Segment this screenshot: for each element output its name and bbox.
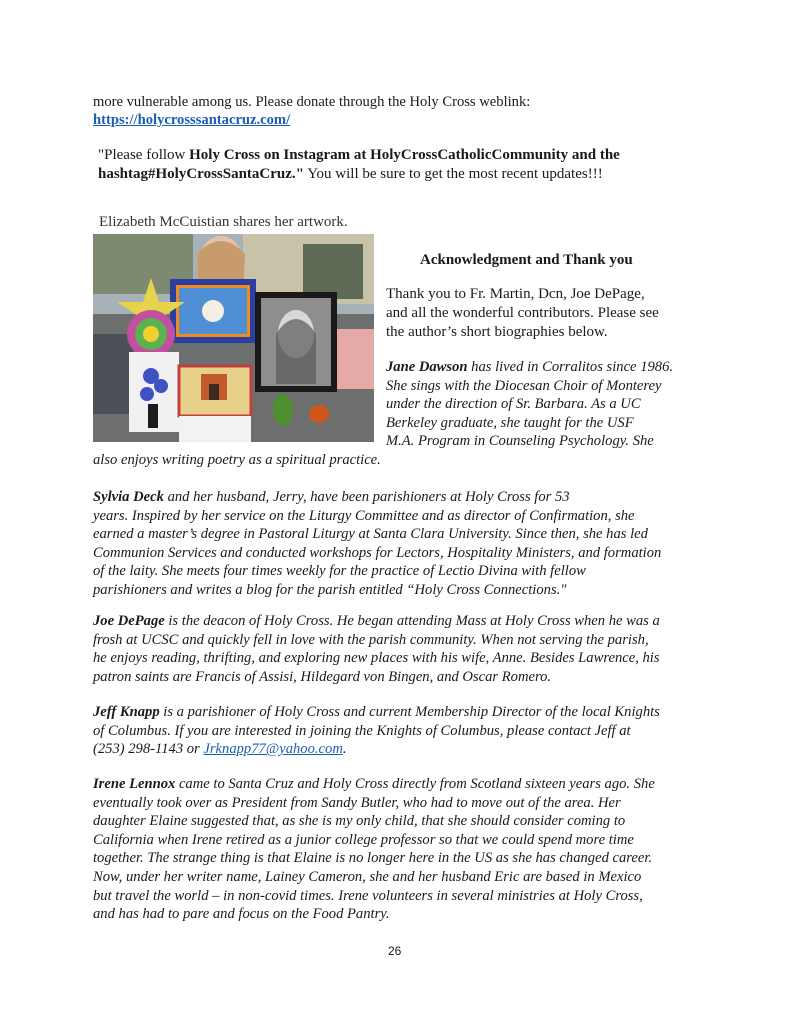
bio-name: Jeff Knapp [93, 704, 160, 720]
bio-text: has lived in Corralitos since 1986. [467, 359, 674, 375]
bio-jeff-knapp [93, 703, 660, 759]
donate-link[interactable]: https://holycrosssantacruz.com/ [93, 112, 291, 128]
bio-text: M.A. Program in Counseling Psychology. She [386, 433, 654, 450]
bio-text: frosh at UCSC and quickly fell in love with the parish community. When not serving the parish, [93, 631, 649, 648]
ack-text [386, 285, 659, 342]
bio-text: Communion Services and conducted workshops for Lectors, Hospitality Ministers, and formation [93, 544, 662, 561]
bio-text: and her husband, Jerry, have been parishioners at Holy Cross for 53 [163, 489, 570, 505]
bio-text: patron saints are Francis of Assisi, Hildegard von Bingen, and Oscar Romero. [93, 668, 552, 685]
email-link[interactable]: Jrknapp77@yahoo.com [203, 741, 343, 758]
photo-caption: Elizabeth McCuistian shares her artwork. [99, 214, 348, 230]
instagram-bold-1: Holy Cross on Instagram at HolyCrossCatholicCommunity and the [189, 147, 620, 163]
ack-line: the author’s short biographies below. [386, 324, 608, 340]
bio-text: of the laity. She meets four times weekly for the practice of Lectio Divina with fellow [93, 563, 586, 580]
bio-text: (253) 298-1143 or [93, 741, 204, 758]
bio-joe-depage [93, 612, 660, 686]
artwork-photo [93, 234, 374, 442]
bio-jane-dawson [386, 358, 673, 451]
intro-text: more vulnerable among us. Please donate through the Holy Cross weblink: [93, 94, 531, 110]
bio-text: under the direction of Sr. Barbara. As a UC [386, 396, 641, 413]
ack-line: Thank you to Fr. Martin, Dcn, Joe DePage, [386, 286, 645, 302]
bio-text: he enjoys reading, thrifting, and exploring new places with his wife, Anne. Besides Lawrence, his [93, 650, 660, 667]
bio-irene-lennox [93, 775, 655, 924]
bio-text: Now, under her writer name, Lainey Cameron, she and her husband Eric are based in Mexico [93, 868, 642, 885]
bio-text: She sings with the Diocesan Choir of Monterey [386, 377, 662, 394]
instagram-tail: You will be sure to get the most recent updates!!! [304, 166, 603, 182]
ack-title: Acknowledgment and Thank you [420, 252, 633, 268]
bio-text: Berkeley graduate, she taught for the USF [386, 414, 634, 431]
bio-name: Sylvia Deck [93, 489, 164, 505]
instagram-paragraph [98, 146, 738, 184]
bio-text: daughter Elaine suggested that, as she is my only child, that she should consider coming to [93, 813, 626, 830]
bio-text: years. Inspired by her service on the Liturgy Committee and as director of Confirmation, she [93, 507, 635, 524]
bio-text: but travel the world – in non-covid times. Irene volunteers in several ministries at Holy Cross, [93, 887, 643, 904]
bio-sylvia-deck [93, 488, 661, 600]
bio-text: California when Irene retired as a junior college professor so that we could spend more time [93, 831, 634, 848]
bio-name: Joe DePage [93, 613, 165, 629]
bio-text: and has had to pare and focus on the Food Pantry. [93, 906, 390, 923]
bio-text: is the deacon of Holy Cross. He began attending Mass at Holy Cross when he was a [164, 613, 660, 629]
quote-open: "Please follow [98, 147, 190, 163]
page-number: 26 [388, 944, 402, 958]
bio-jane-dawson-end: also enjoys writing poetry as a spiritual practice. [93, 452, 381, 468]
bio-text: . [342, 741, 347, 758]
bio-text: eventually took over as President from Sandy Butler, who had to move out of the area. Her [93, 794, 621, 811]
instagram-bold-2: hashtag#HolyCrossSantaCruz." [98, 166, 304, 182]
bio-text: is a parishioner of Holy Cross and current Membership Director of the local Knights [159, 704, 660, 720]
ack-line: and all the wonderful contributors. Please see [386, 305, 659, 321]
bio-text: parishioners and writes a blog for the parish entitled “Holy Cross Connections." [93, 581, 567, 598]
artwork-photo-image [93, 234, 374, 442]
bio-text: of Columbus. If you are interested in joining the Knights of Columbus, please contact Jeff at [93, 722, 631, 739]
bio-text: came to Santa Cruz and Holy Cross directly from Scotland sixteen years ago. She [175, 776, 655, 792]
bio-text: together. The strange thing is that Elaine is no longer here in the US as she has changed career. [93, 850, 653, 867]
bio-name: Irene Lennox [93, 776, 176, 792]
bio-text: earned a master’s degree in Pastoral Liturgy at Santa Clara University. Since then, she has led [93, 526, 648, 543]
bio-name: Jane Dawson [386, 359, 468, 375]
